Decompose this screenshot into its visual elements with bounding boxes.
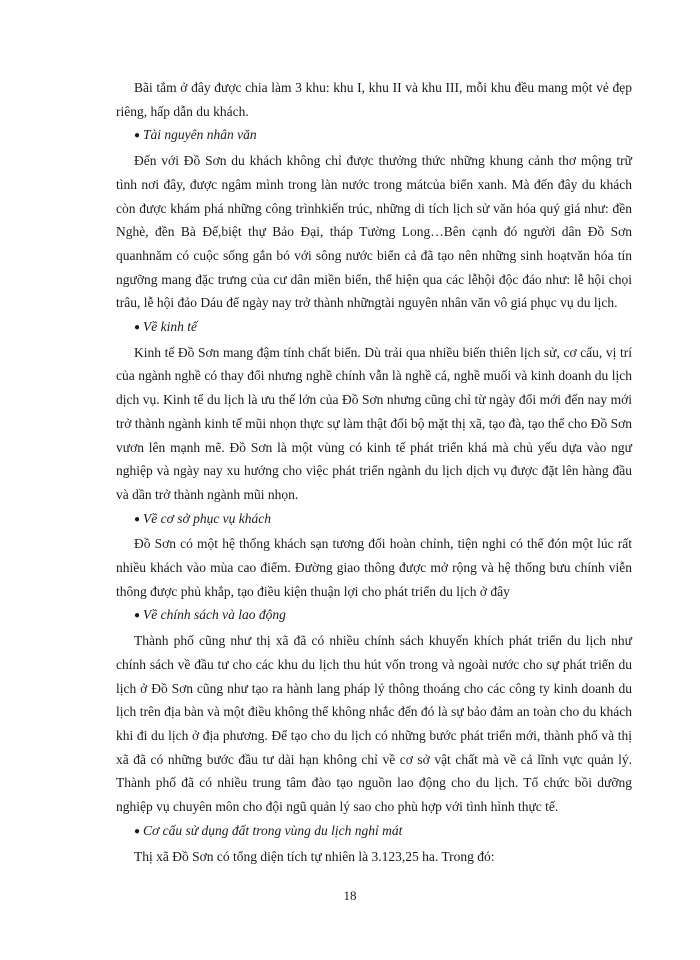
paragraph-economy: Kinh tế Đồ Sơn mang đậm tính chất biển. Dù trải qua nhiều biến thiên lịch sử, cơ cấu, vị trí của ngành nghề có thay đổi nhưng nghề chính vẫn là nghề cá, nghề muối và kinh doanh du lịch dịch vụ. Kinh tế du lịch là ưu thế lớn của Đồ Sơn nhưng cũng chỉ từ ngày đổi mới đến nay mới trở thành ngành kinh tế mũi nhọn thực sự làm thật đổi bộ mặt thị xã, tạo đà, tạo thế cho Đồ Sơn vươn lên mạnh mẽ. Đồ Sơn là một vùng có kinh tế phát triển khá mà chủ yếu dựa vào ngư nghiệp và ngày nay xu hướng cho việc phát triển ngành du lịch dịch vụ được đặt lên hàng đầu và dần trở thành ngành mũi nhọn. bbox=[116, 344, 632, 502]
heading-text: Về chính sách và lao động bbox=[143, 607, 286, 623]
bullet-icon: ● bbox=[134, 130, 141, 142]
bullet-icon: ● bbox=[134, 322, 141, 334]
section-heading-facilities bbox=[116, 507, 632, 533]
paragraph-land-use: Thị xã Đồ Sơn có tổng diện tích tự nhiên là 3.123,25 ha. Trong đó: bbox=[134, 848, 495, 864]
paragraph-cultural-resources: Đến với Đồ Sơn du khách không chỉ được thưởng thức những khung cảnh thơ mộng trữ tình nơi đây, được ngâm mình trong làn nước trong mátcủa biển xanh. Mà đến đây du khách còn được khám phá những công trìnhkiến trúc, những di tích lịch sử văn hóa quý giá như: đền Nghè, đền Bà Đế,biệt thự Bảo Đại, tháp Tường Long…Bên cạnh đó người dân Đồ Sơn quanhnăm có cuộc sống gắn bó với sông nước biển cả đã tạo nên những sinh hoạtvăn hóa tín ngưỡng mang đặc trưng của cư dân miền biển, thể hiện qua các lễhội độc đáo như: lễ hội chọi trâu, lễ hội đảo Dáu để ngày nay trở thành nhữngtài nguyên nhân văn vô giá phục vụ du lịch. bbox=[116, 153, 632, 311]
document-page bbox=[116, 76, 632, 868]
bullet-icon: ● bbox=[134, 610, 141, 622]
section-heading-land-use bbox=[116, 819, 632, 845]
bullet-icon: ● bbox=[134, 825, 141, 837]
page-number: 18 bbox=[343, 888, 357, 903]
section-heading-policy-labor bbox=[116, 603, 632, 629]
section-heading-economy bbox=[116, 315, 632, 341]
heading-text: Tài nguyên nhân văn bbox=[143, 127, 257, 143]
intro-paragraph: Bãi tắm ở đây được chia làm 3 khu: khu I, khu II và khu III, mỗi khu đều mang một vẻ đẹp riêng, hấp dẫn du khách. bbox=[116, 80, 632, 119]
paragraph-policy-labor: Thành phố cũng như thị xã đã có nhiều chính sách khuyến khích phát triển du lịch như chính sách về đầu tư cho các khu du lịch thu hút vốn trong và ngoài nước cho sự phát triển du lịch ở Đồ Sơn cũng như tạo ra hành lang pháp lý thông thoáng cho các công ty kinh doanh du lịch trên địa bàn và một điều không thể không nhắc đến đó là sự bảo đảm an toàn cho du khách khi đi du lịch ở địa phương. Để tạo cho du lịch có những bước phát triển mới, thành phố và thị xã đã có những bước đầu tư dài hạn không chỉ về cơ sở vật chất mà về cả lĩnh vực quản lý. Thành phố đã có nhiều trung tâm đào tạo nguồn lao động cho du lịch. Tổ chức bồi dưỡng nghiệp vụ chuyên môn cho đội ngũ quản lý sao cho phù hợp với tình hình thực tế. bbox=[116, 633, 632, 815]
heading-text: Về cơ sở phục vụ khách bbox=[143, 510, 272, 526]
heading-text: Về kinh tế bbox=[143, 319, 198, 335]
section-heading-cultural-resources bbox=[116, 123, 632, 149]
bullet-icon: ● bbox=[134, 513, 141, 525]
heading-text: Cơ cấu sử dụng đất trong vùng du lịch nghỉ mát bbox=[143, 822, 403, 838]
paragraph-facilities: Đồ Sơn có một hệ thống khách sạn tương đối hoàn chỉnh, tiện nghi có thể đón một lúc rất nhiều khách vào mùa cao điểm. Đường giao thông được mở rộng và hệ thống bưu chính viễn thông được phủ khắp, tạo điều kiện thuận lợi cho phát triển du lịch ở đây bbox=[116, 536, 632, 599]
